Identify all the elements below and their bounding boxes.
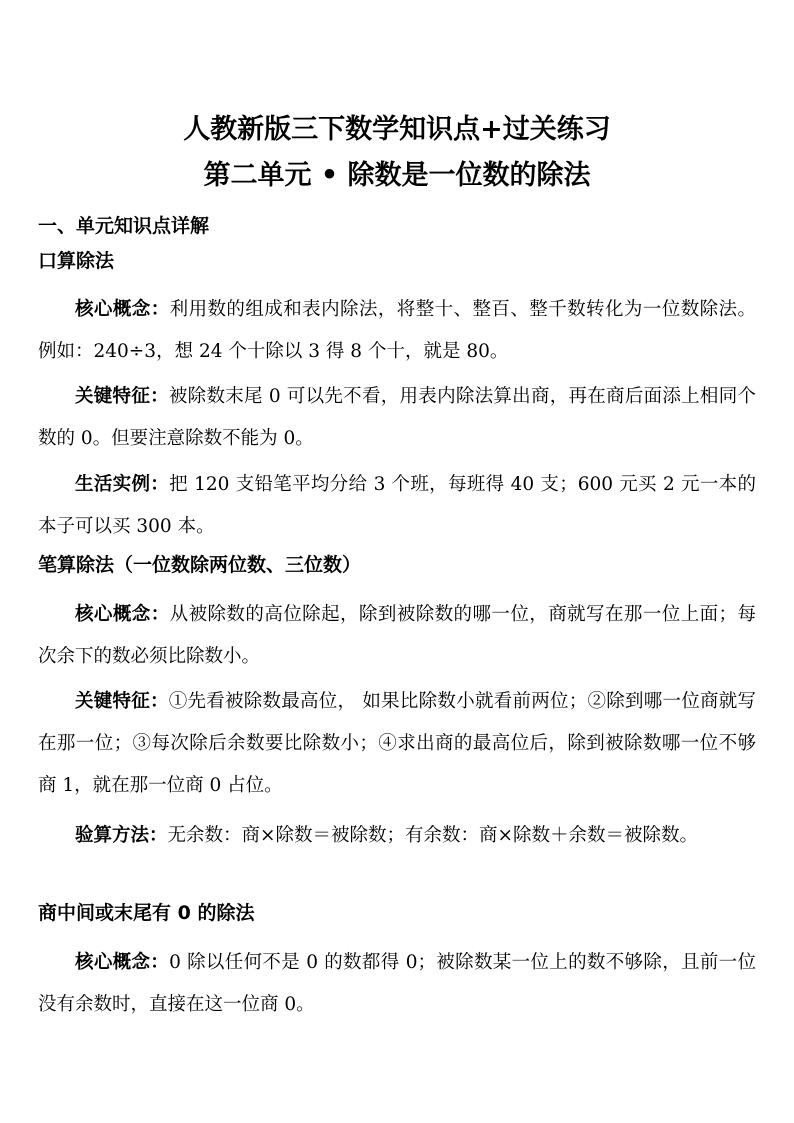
topic-item xyxy=(38,594,756,678)
topic-item xyxy=(38,464,756,548)
document-subtitle: 第二单元 • 除数是一位数的除法 xyxy=(203,160,591,191)
item-text: 无余数：商×除数＝被除数；有余数：商×除数＋余数＝被除数。 xyxy=(167,825,699,846)
item-label: 核心概念： xyxy=(75,299,170,320)
topic-item xyxy=(38,289,756,373)
item-text: 从被除数的高位除起，除到被除数的哪一位，商就写在那一位上面；每次余下的数必须比除数小。 xyxy=(38,604,756,667)
item-text: 0 除以任何不是 0 的数都得 0；被除数某一位上的数不够除，且前一位没有余数时，直接在这一位商 0。 xyxy=(38,952,756,1015)
document-title: 人教新版三下数学知识点+过关练习 xyxy=(183,114,611,145)
topic-item xyxy=(38,815,756,857)
section-title: 一、单元知识点详解 xyxy=(38,215,210,237)
item-label: 关键特征： xyxy=(75,691,169,712)
item-label: 生活实例： xyxy=(75,474,170,495)
topic-item xyxy=(38,942,756,1026)
item-text: 被除数末尾 0 可以先不看，用表内除法算出商，再在商后面添上相同个数的 0。但要注意除数不能为 0。 xyxy=(38,386,756,449)
topic-heading: 商中间或末尾有 0 的除法 xyxy=(38,902,255,924)
item-text: 把 120 支铅笔平均分给 3 个班，每班得 40 支；600 元买 2 元一本的本子可以买 300 本。 xyxy=(38,474,756,537)
topic-heading: 口算除法 xyxy=(38,250,115,272)
item-label: 验算方法： xyxy=(75,825,168,846)
item-label: 核心概念： xyxy=(75,604,170,625)
item-label: 核心概念： xyxy=(75,952,170,973)
item-text: 利用数的组成和表内除法，将整十、整百、整千数转化为一位数除法。例如：240÷3，想 24 个十除以 3 得 8 个十，就是 80。 xyxy=(38,299,756,362)
topic-heading: 笔算除法（一位数除两位数、三位数） xyxy=(38,554,362,576)
item-text: ①先看被除数最高位， 如果比除数小就看前两位；②除到哪一位商就写在那一位；③每次除后余数要比除数小；④求出商的最高位后，除到被除数哪一位不够商 1，就在那一位商 0 占位。 xyxy=(38,691,756,796)
item-label: 关键特征： xyxy=(75,386,169,407)
topic-item xyxy=(38,376,756,460)
topic-item xyxy=(38,681,756,807)
